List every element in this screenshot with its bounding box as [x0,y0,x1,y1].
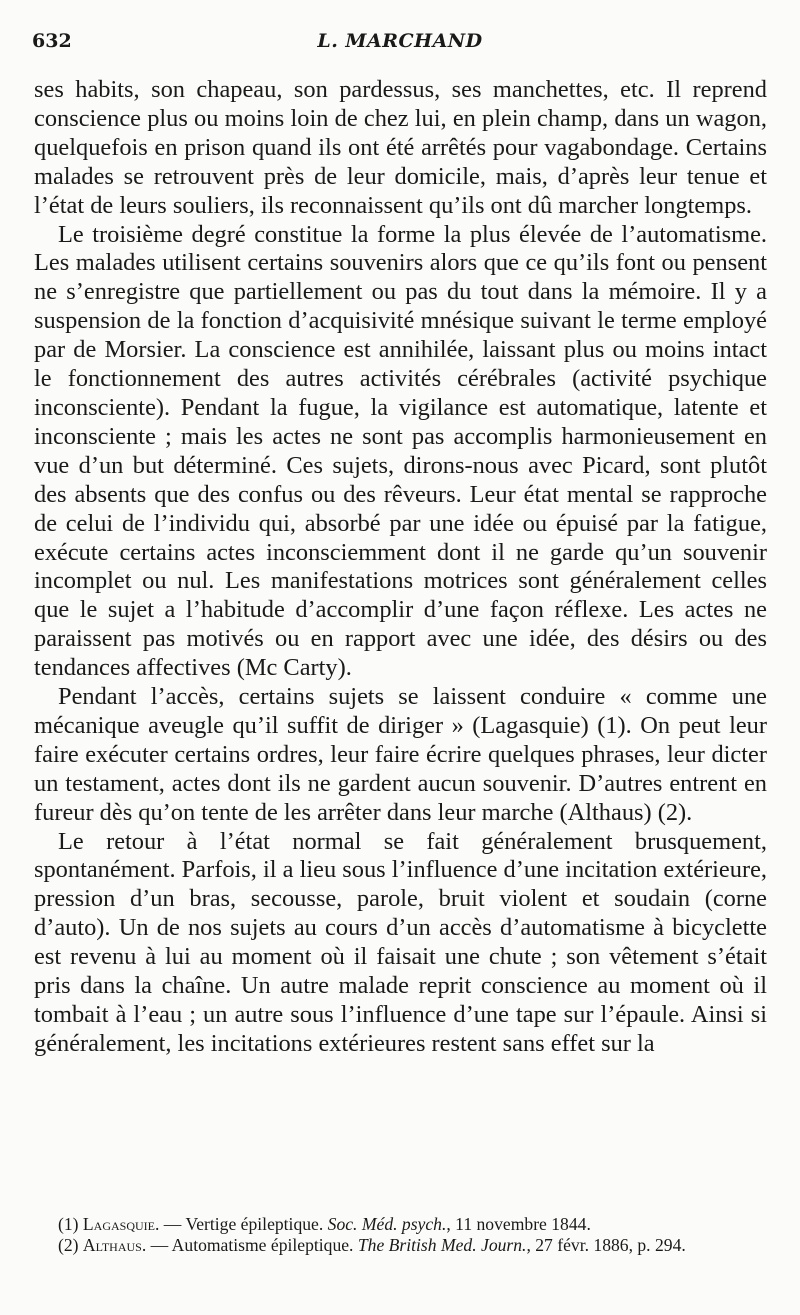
footnote-1-date: , 11 novembre 1844. [446,1214,591,1234]
footnote-2-title: — Automatisme épileptique. [146,1235,358,1255]
paragraph-2: Le troisième degré constitue la forme la plus élevée de l’automatisme. Les malades utilisent certains souvenirs alors que ce qu’ils font ou pensent ne s’enregistre que partiellement ou pas du tout dans la mémoire. Il y a suspension de la fonction d’acquisivité mnésique suivant le terme employé par de Morsier. La conscience est annihilée, laissant plus ou moins intact le fonctionnement des autres activités cérébrales (activité psychique inconsciente). Pendant la fugue, la vigilance est automatique, latente et inconsciente ; mais les actes ne sont pas accomplis harmonieusement en vue d’un but déterminé. Ces sujets, dirons-nous avec Picard, sont plutôt des absents que des confus ou des rêveurs. Leur état mental se rapproche de celui de l’individu qui, absorbé par une idée ou épuisé par la fatigue, exécute certains actes inconsciemment dont il ne garde qu’un souvenir incomplet ou nul. Les manifestations motrices sont généralement celles que le sujet a l’habitude d’accomplir d’une façon réflexe. Les actes ne paraissent pas motivés ou en rapport avec une idée, des désirs ou des tendances affectives (Mc Carty). [34,220,767,682]
footnote-1-journal: Soc. Méd. psych. [327,1214,447,1234]
footnote-2-author: Althaus. [82,1235,147,1255]
footnote-2-marker: (2) [58,1235,79,1255]
footnote-1 [34,1214,767,1235]
footnote-2-date: , 27 févr. 1886, p. 294. [526,1235,686,1255]
page-number: 632 [32,30,72,52]
page-header [32,30,768,56]
paragraph-3: Pendant l’accès, certains sujets se laissent conduire « comme une mécanique aveugle qu’il suffit de diriger » (Lagasquie) (1). On peut leur faire exécuter certains ordres, leur faire écrire quelques phrases, leur dicter un testament, actes dont ils ne gardent aucun souvenir. D’autres entrent en fureur dès qu’on tente de les arrêter dans leur marche (Althaus) (2). [34,683,767,826]
footnote-2 [34,1235,767,1256]
paragraph-4: Le retour à l’état normal se fait généralement brusquement, spontanément. Parfois, il a lieu sous l’influence d’une incitation extérieure, pression d’un bras, secousse, parole, bruit violent et soudain (corne d’auto). Un de nos sujets au cours d’un accès d’automatisme à bicyclette est revenu à lui au moment où il faisait une chute ; son vêtement s’était pris dans la chaîne. Un autre malade reprit conscience au moment où il tombait à l’eau ; un autre sous l’influence d’une tape sur l’épaule. Ainsi si généralement, les incitations extérieures restent sans effet sur la [34,827,767,1057]
footnote-1-marker: (1) [58,1214,79,1234]
running-head: L. MARCHAND [317,30,483,52]
paragraph-1: ses habits, son chapeau, son pardessus, ses manchettes, etc. Il reprend conscience plus ou moins loin de chez lui, en plein champ, dans un wagon, quelquefois en prison quand ils ont été arrêtés pour vagabondage. Certains malades se retrouvent près de leur domicile, mais, d’après leur tenue et l’état de leurs souliers, ils reconnaissent qu’ils ont dû marcher longtemps. [34,76,767,219]
footnote-1-author: Lagasquie. [82,1214,160,1234]
footnote-2-journal: The British Med. Journ. [357,1235,527,1255]
main-text [34,76,767,1059]
footnote-1-title: — Vertige épileptique. [159,1214,328,1234]
footnotes [34,1214,767,1256]
